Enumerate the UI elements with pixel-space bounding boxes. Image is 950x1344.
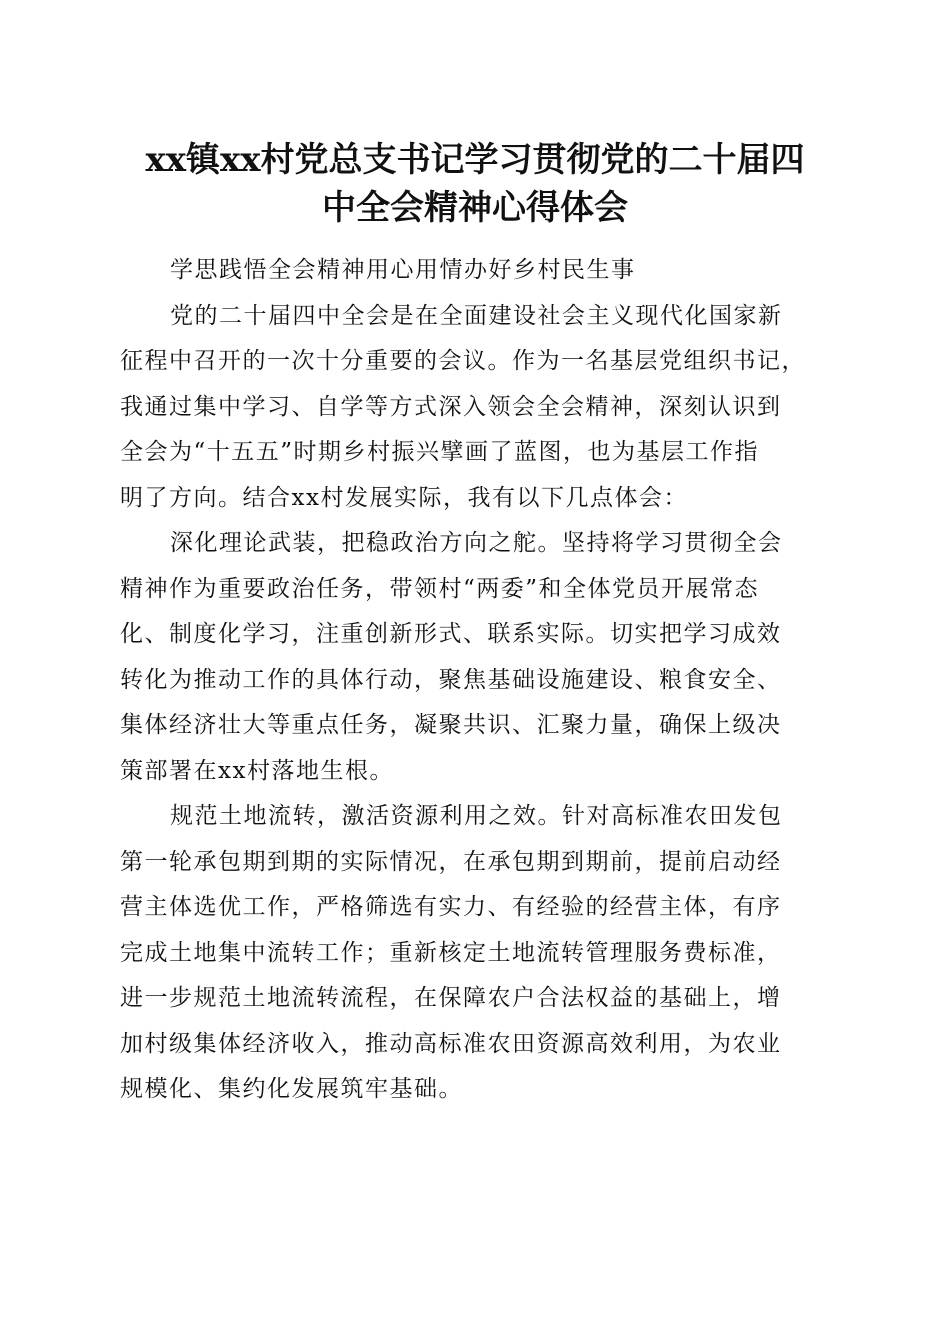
text-line: 规模化、集约化发展筑牢基础。 <box>120 1076 463 1102</box>
text-line: 策部署在xx村落地生根。 <box>120 757 394 784</box>
paragraph-land <box>120 794 835 1113</box>
document-title <box>110 136 840 232</box>
text-line: 加村级集体经济收入，推动高标准农田资源高效利用，为农业 <box>120 1030 782 1057</box>
text-line: 征程中召开的一次十分重要的会议。作为一名基层党组织书记， <box>120 348 806 374</box>
text-line: 明了方向。结合xx村发展实际，我有以下几点体会： <box>120 484 688 511</box>
title-line: xx镇xx村党总支书记学习贯彻党的二十届四 <box>145 140 805 180</box>
text-line: 深化理论武装，把稳政治方向之舵。坚持将学习贯彻全会 <box>170 530 783 556</box>
paragraph-theory <box>120 521 835 794</box>
text-line: 学思践悟全会精神用心用情办好乡村民生事 <box>170 257 636 283</box>
text-line: 我通过集中学习、自学等方式深入领会全会精神，深刻认识到 <box>120 393 782 420</box>
text-line: 党的二十届四中全会是在全面建设社会主义现代化国家新 <box>170 302 783 329</box>
text-line: 进一步规范土地流转流程，在保障农户合法权益的基础上，增 <box>120 985 782 1011</box>
text-line: 营主体选优工作，严格筛选有实力、有经验的经营主体，有序 <box>120 894 782 920</box>
text-line: 精神作为重要政治任务，带领村“两委”和全体党员开展常态 <box>120 575 760 602</box>
text-line: 集体经济壮大等重点任务，凝聚共识、汇聚力量，确保上级决 <box>120 712 782 738</box>
text-line: 转化为推动工作的具体行动，聚焦基础设施建设、粮食安全、 <box>120 666 782 693</box>
text-line: 完成土地集中流转工作；重新核定土地流转管理服务费标准， <box>120 939 782 966</box>
text-line: 第一轮承包期到期的实际情况，在承包期到期前，提前启动经 <box>120 848 782 875</box>
text-line: 规范土地流转，激活资源利用之效。针对高标准农田发包 <box>170 803 783 829</box>
text-line: 全会为“十五五”时期乡村振兴擘画了蓝图，也为基层工作指 <box>120 439 760 465</box>
document-body <box>120 248 835 1113</box>
title-line: 中全会精神心得体会 <box>322 188 628 228</box>
paragraph-subtitle <box>120 248 835 294</box>
text-line: 化、制度化学习，注重创新形式、联系实际。切实把学习成效 <box>120 621 782 647</box>
paragraph-intro <box>120 294 835 522</box>
